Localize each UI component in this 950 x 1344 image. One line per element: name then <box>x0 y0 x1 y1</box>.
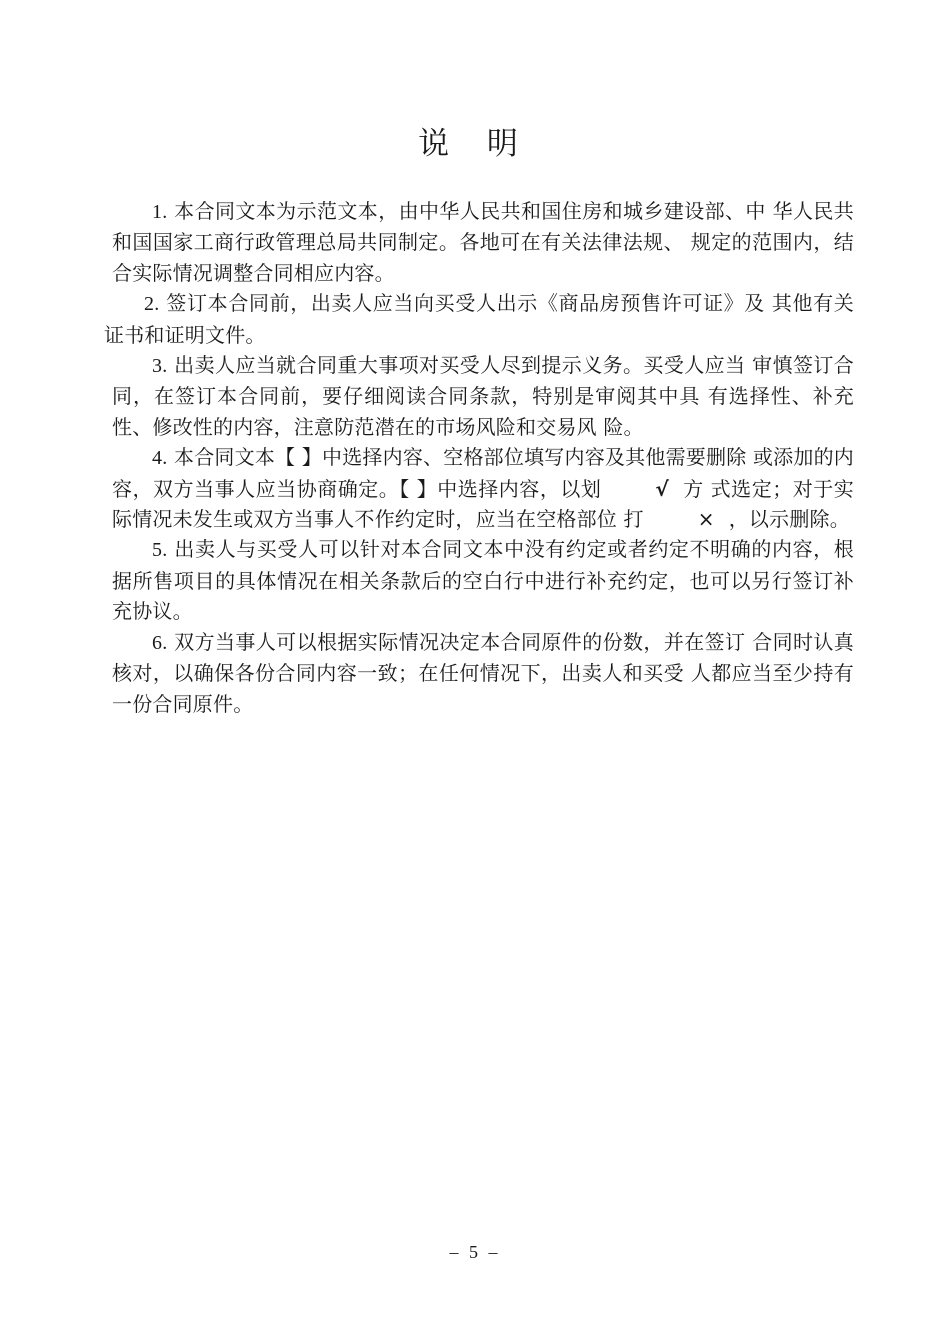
instruction-item-2 <box>104 288 854 350</box>
item-text: 出卖人与买受人可以针对本合同文本中没有约定或者约定不明确的内容，根据所售项目的具体情况在相关条款后的空白行中进行补充约定，也可以另行签订补充协议。 <box>112 537 854 624</box>
item-number: 6. <box>152 631 168 654</box>
item-text: 双方当事人可以根据实际情况决定本合同原件的份数，并在签订 合同时认真核对，以确保各份合同内容一致；在任何情况下，出卖人和买受 人都应当至少持有一份合同原件。 <box>112 629 854 716</box>
item-number: 4. <box>152 447 168 470</box>
cross-mark-icon: × <box>697 507 715 532</box>
instruction-item-6 <box>112 627 854 719</box>
instruction-item-5 <box>112 534 854 626</box>
item-text-after: ，以示删除。 <box>728 507 850 532</box>
item-number: 2. <box>144 293 160 316</box>
instruction-item-4 <box>112 442 854 534</box>
page-title: 说 明 <box>418 126 532 162</box>
item-text: 出卖人应当就合同重大事项对买受人尽到提示义务。买受人应当 审慎签订合同，在签订本合同前，要仔细阅读合同条款，特别是审阅其中具 有选择性、补充性、修改性的内容，注意防范潜在的市场风险和交易风 险。 <box>112 353 854 439</box>
item-number: 1. <box>152 201 168 223</box>
item-number: 5. <box>152 539 168 562</box>
instruction-item-3 <box>112 350 854 442</box>
check-mark-icon: √ <box>655 476 669 501</box>
item-number: 3. <box>152 355 168 378</box>
item-text: 本合同文本【 】中选择内容、空格部位填写内容及其他需要删除 或添加的内容，双方当事人应当协商确定。【 】中选择内容，以划 <box>112 445 855 501</box>
item-text: 本合同文本为示范文本，由中华人民共和国住房和城乡建设部、中 华人民共和国国家工商行政管理总局共同制定。各地可在有关法律法规、 规定的范围内，结合实际情况调整合同相应内容。 <box>112 199 854 285</box>
item-text: 签订本合同前，出卖人应当向买受人出示《商品房预售许可证》及 其他有关证书和证明文件。 <box>104 291 854 347</box>
instruction-item-1 <box>112 196 854 288</box>
instructions-body <box>104 196 855 719</box>
page-number: – 5 – <box>449 1242 501 1262</box>
item-text-between: 方 式选定；对于实际情况未发生或双方当事人不作约定时，应当在空格部位 打 <box>112 476 854 532</box>
